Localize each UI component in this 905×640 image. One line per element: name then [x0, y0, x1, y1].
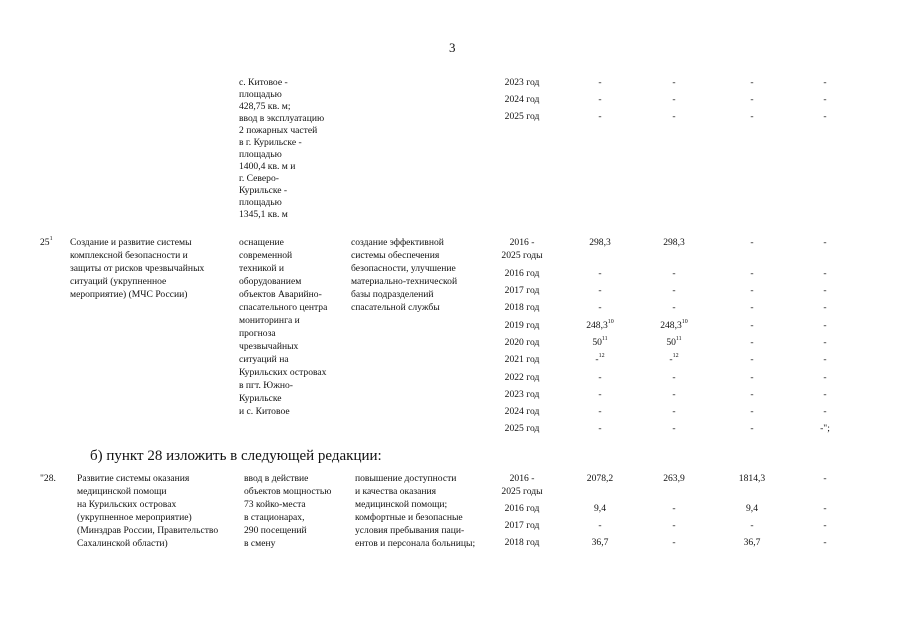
year-cell: 2019 год: [504, 320, 540, 331]
measure-line: спасательного центра: [239, 302, 328, 313]
other-cell: -: [823, 285, 827, 296]
name-line: на Курильских островах: [77, 499, 177, 510]
result-line: базы подразделений: [351, 289, 434, 300]
name-line: (Минздрав России, Правительство: [77, 525, 219, 536]
name-line: ситуаций (укрупненное: [70, 276, 167, 287]
name-line: мероприятие) (МЧС России): [70, 289, 188, 300]
measure-line: площадью: [239, 149, 282, 160]
year-cell: 2024 год: [504, 406, 540, 417]
year-cell: 2024 год: [504, 94, 540, 105]
result-line: создание эффективной: [351, 237, 444, 248]
regional-cell: -: [750, 111, 754, 122]
total-cell: -: [598, 423, 602, 434]
regional-cell: -: [750, 77, 754, 88]
measure-line: в пгт. Южно-: [239, 380, 293, 391]
measure-line: ввод в эксплуатацию: [239, 113, 325, 124]
result-line: и качества оказания: [355, 486, 437, 497]
total-cell: -: [598, 285, 602, 296]
regional-cell: -: [750, 237, 754, 248]
federal-cell: -: [672, 389, 676, 400]
regional-cell: -: [750, 268, 754, 279]
federal-cell: -: [672, 268, 676, 279]
regional-cell: 36,7: [743, 537, 761, 548]
measure-line: 1345,1 кв. м: [239, 209, 288, 220]
year-cell: 2017 год: [504, 520, 540, 531]
measure-line: в смену: [244, 538, 276, 549]
federal-cell: -: [672, 94, 676, 105]
other-cell: -: [823, 503, 827, 514]
other-cell: -: [823, 94, 827, 105]
measure-line: в стационарах,: [244, 512, 305, 523]
regional-cell: -: [750, 94, 754, 105]
measure-line: г. Северо-: [239, 173, 279, 184]
total-cell: -: [598, 389, 602, 400]
other-cell: -: [823, 372, 827, 383]
year-cell: 2020 год: [504, 337, 540, 348]
period-line: 2025 годы: [501, 486, 543, 497]
year-cell: 2025 год: [504, 423, 540, 434]
total-cell: 298,3: [589, 237, 611, 248]
result-line: спасательной службы: [351, 302, 440, 313]
federal-cell: -: [672, 372, 676, 383]
measure-line: объектов мощностью: [244, 486, 332, 497]
regional-cell: -: [750, 423, 754, 434]
total-cell: -$^{12}$: [595, 353, 605, 365]
year-cell: 2022 год: [504, 372, 540, 383]
regional-cell: 1814,3: [738, 473, 766, 484]
other-cell: -: [823, 302, 827, 313]
other-cell: -: [823, 389, 827, 400]
federal-cell: -: [672, 520, 676, 531]
regional-cell: -: [750, 337, 754, 348]
measure-line: ввод в действие: [244, 473, 309, 484]
federal-cell: $50^{11}$: [666, 336, 682, 348]
other-cell: -";: [820, 423, 830, 434]
other-cell: -: [823, 520, 827, 531]
result-line: комфортные и безопасные: [355, 512, 463, 523]
federal-cell: -: [672, 111, 676, 122]
year-cell: 2017 год: [504, 285, 540, 296]
regional-cell: -: [750, 520, 754, 531]
item-number: $25^1$: [40, 236, 53, 248]
total-cell: -: [598, 77, 602, 88]
year-cell: 2016 год: [504, 268, 540, 279]
other-cell: -: [823, 337, 827, 348]
section-heading: б) пункт 28 изложить в следующей редакции:: [90, 448, 382, 464]
measure-line: 2 пожарных частей: [239, 125, 318, 136]
other-cell: -: [823, 268, 827, 279]
other-cell: -: [823, 354, 827, 365]
measure-line: площадью: [239, 89, 282, 100]
period-line: 2025 годы: [501, 250, 543, 261]
name-line: защиты от рисков чрезвычайных: [70, 263, 205, 274]
total-cell: 248,3$^{10}$: [586, 319, 614, 331]
total-cell: 9,4: [594, 503, 606, 514]
federal-cell: -: [672, 302, 676, 313]
federal-cell: 298,3: [663, 237, 685, 248]
measure-line: в г. Курильске -: [239, 137, 302, 148]
name-line: Сахалинской области): [77, 538, 168, 549]
federal-cell: -: [672, 77, 676, 88]
regional-cell: -: [750, 389, 754, 400]
total-cell: -: [598, 520, 602, 531]
period-line: 2016 -: [509, 473, 535, 484]
total-cell: -: [598, 94, 602, 105]
year-cell: 2018 год: [504, 537, 540, 548]
federal-cell: -$^{12}$: [669, 353, 679, 365]
item-number: "28.: [40, 473, 56, 484]
total-cell: -: [598, 302, 602, 313]
regional-cell: 9,4: [746, 503, 758, 514]
federal-cell: -: [672, 537, 676, 548]
measure-line: Курильске: [239, 393, 282, 404]
regional-cell: -: [750, 354, 754, 365]
measure-line: Курильске -: [239, 185, 288, 196]
name-line: (укрупненное мероприятие): [77, 512, 192, 523]
result-line: условия пребывания паци-: [355, 525, 465, 536]
measure-line: чрезвычайных: [239, 341, 299, 352]
result-line: повышение доступности: [355, 473, 457, 484]
year-cell: 2023 год: [504, 389, 540, 400]
total-cell: $50^{11}$: [592, 336, 608, 348]
total-cell: -: [598, 372, 602, 383]
regional-cell: -: [750, 302, 754, 313]
name-line: Развитие системы оказания: [77, 473, 190, 484]
result-line: медицинской помощи;: [355, 499, 448, 510]
measure-line: 428,75 кв. м;: [239, 101, 291, 112]
other-cell: -: [823, 111, 827, 122]
measure-line: техникой и: [239, 263, 285, 274]
total-cell: -: [598, 111, 602, 122]
period-line: 2016 -: [509, 237, 535, 248]
name-line: медицинской помощи: [77, 486, 167, 497]
other-cell: -: [823, 406, 827, 417]
federal-cell: -: [672, 406, 676, 417]
measure-line: 1400,4 кв. м и: [239, 161, 296, 172]
name-line: комплексной безопасности и: [70, 250, 188, 261]
year-cell: 2025 год: [504, 111, 540, 122]
measure-line: современной: [239, 250, 293, 261]
other-cell: -: [823, 77, 827, 88]
federal-cell: -: [672, 285, 676, 296]
page-number: 3: [449, 40, 456, 55]
measure-line: площадью: [239, 197, 282, 208]
total-cell: 36,7: [591, 537, 609, 548]
measure-line: с. Китовое -: [239, 77, 288, 88]
total-cell: -: [598, 406, 602, 417]
result-line: системы обеспечения: [351, 250, 440, 261]
federal-cell: -: [672, 503, 676, 514]
result-line: ентов и персонала больницы;: [355, 538, 476, 549]
year-cell: 2021 год: [504, 354, 540, 365]
year-cell: 2023 год: [504, 77, 540, 88]
regional-cell: -: [750, 372, 754, 383]
measure-line: 290 посещений: [244, 525, 307, 536]
federal-cell: 248,3$^{10}$: [660, 319, 688, 331]
federal-cell: 263,9: [663, 473, 685, 484]
measure-line: 73 койко-места: [244, 499, 306, 510]
measure-line: ситуаций на: [239, 354, 289, 365]
regional-cell: -: [750, 406, 754, 417]
federal-cell: -: [672, 423, 676, 434]
other-cell: -: [823, 537, 827, 548]
total-cell: -: [598, 268, 602, 279]
other-cell: -: [823, 237, 827, 248]
regional-cell: -: [750, 320, 754, 331]
result-line: материально-технической: [351, 276, 458, 287]
year-cell: 2018 год: [504, 302, 540, 313]
regional-cell: -: [750, 285, 754, 296]
measure-line: оборудованием: [239, 276, 302, 287]
year-cell: 2016 год: [504, 503, 540, 514]
other-cell: -: [823, 473, 827, 484]
measure-line: Курильских островах: [239, 367, 327, 378]
name-line: Создание и развитие системы: [70, 237, 192, 248]
total-cell: 2078,2: [586, 473, 614, 484]
measure-line: объектов Аварийно-: [239, 289, 322, 300]
other-cell: -: [823, 320, 827, 331]
measure-line: мониторинга и: [239, 315, 300, 326]
measure-line: и с. Китовое: [239, 406, 290, 417]
measure-line: прогноза: [239, 328, 276, 339]
result-line: безопасности, улучшение: [351, 263, 456, 274]
measure-line: оснащение: [239, 237, 284, 248]
